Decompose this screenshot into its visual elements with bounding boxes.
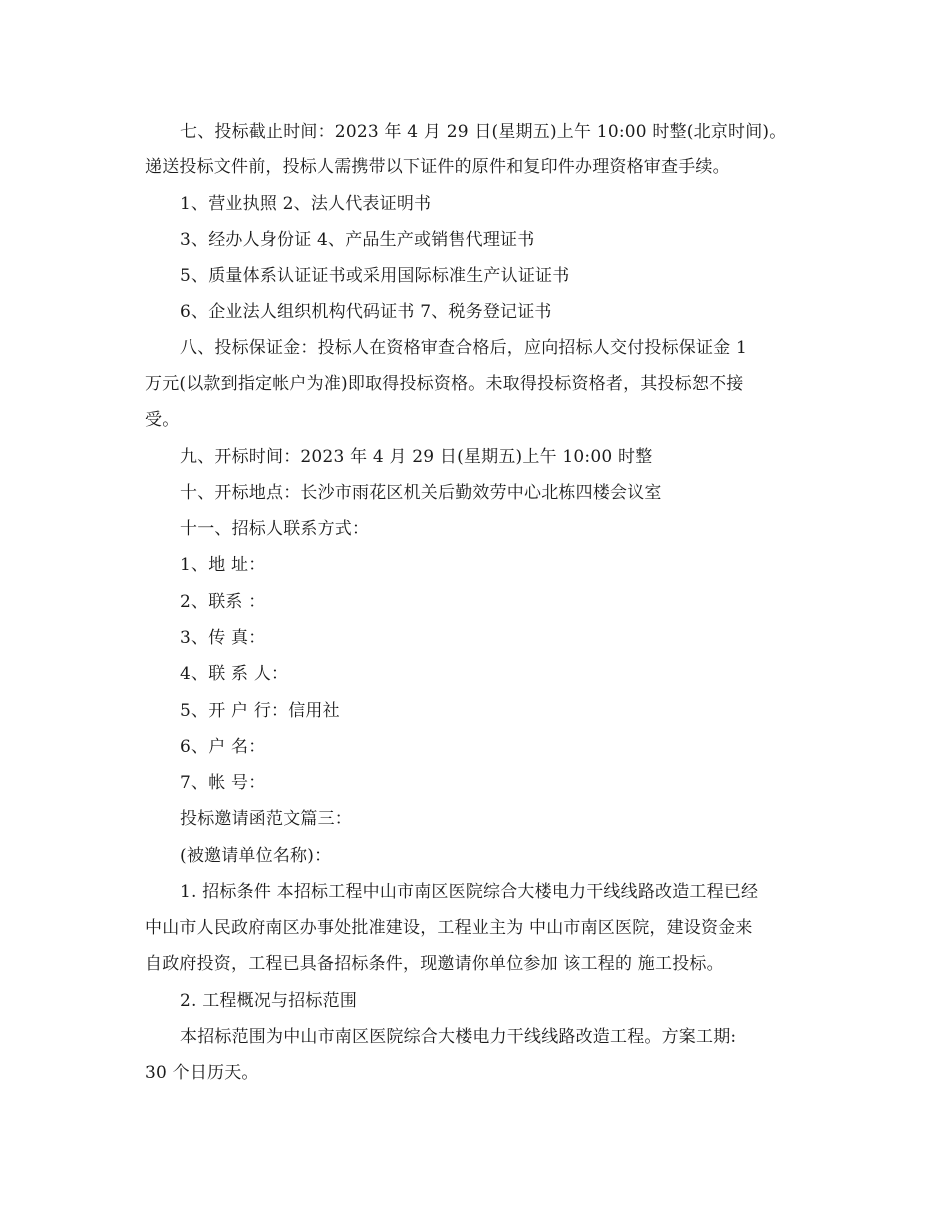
- text-line: 5、质量体系认证证书或采用国际标准生产认证证书: [180, 266, 570, 286]
- text-line: 递送投标文件前，投标人需携带以下证件的原件和复印件办理资格审查手续。: [145, 157, 730, 177]
- text-line: 3、传 真：: [180, 628, 266, 648]
- text-line: 4、联 系 人：: [180, 664, 289, 684]
- text-line: 6、户 名：: [180, 737, 266, 757]
- text-line: 七、投标截止时间：2023 年 4 月 29 日(星期五)上午 10:00 时整(北京时间)。: [180, 122, 787, 142]
- text-line: 本招标范围为中山市南区医院综合大楼电力干线线路改造工程。方案工期:: [180, 1027, 737, 1047]
- text-line: 投标邀请函范文篇三：: [180, 809, 352, 829]
- text-line: 1. 招标条件 本招标工程中山市南区医院综合大楼电力干线线路改造工程已经: [180, 882, 759, 902]
- text-line: 自政府投资，工程已具备招标条件，现邀请你单位参加 该工程的 施工投标。: [145, 954, 724, 974]
- text-line: 2、联系 ：: [180, 592, 266, 612]
- text-line: 中山市人民政府南区办事处批准建设，工程业主为 中山市南区医院，建设资金来: [145, 918, 753, 938]
- text-line: 八、投标保证金：投标人在资格审查合格后，应向招标人交付投标保证金 1: [180, 338, 748, 358]
- text-line: 十、开标地点：长沙市雨花区机关后勤效劳中心北栋四楼会议室: [180, 483, 662, 503]
- text-line: 6、企业法人组织机构代码证书 7、税务登记证书: [180, 302, 552, 322]
- text-line: 1、营业执照 2、法人代表证明书: [180, 194, 432, 214]
- text-line: 7、帐 号：: [180, 773, 266, 793]
- text-line: 1、地 址：: [180, 555, 266, 575]
- text-line: 2. 工程概况与招标范围: [180, 991, 358, 1011]
- text-line: 十一、招标人联系方式：: [180, 519, 370, 539]
- text-line: 3、经办人身份证 4、产品生产或销售代理证书: [180, 230, 535, 250]
- text-line: (被邀请单位名称)：: [180, 846, 332, 866]
- text-line: 5、开 户 行：信用社: [180, 701, 340, 721]
- text-line: 受。: [145, 410, 180, 430]
- text-line: 九、开标时间：2023 年 4 月 29 日(星期五)上午 10:00 时整: [180, 447, 653, 467]
- text-line: 30 个日历天。: [145, 1063, 259, 1083]
- text-line: 万元(以款到指定帐户为准)即取得投标资格。未取得投标资格者，其投标恕不接: [145, 374, 744, 394]
